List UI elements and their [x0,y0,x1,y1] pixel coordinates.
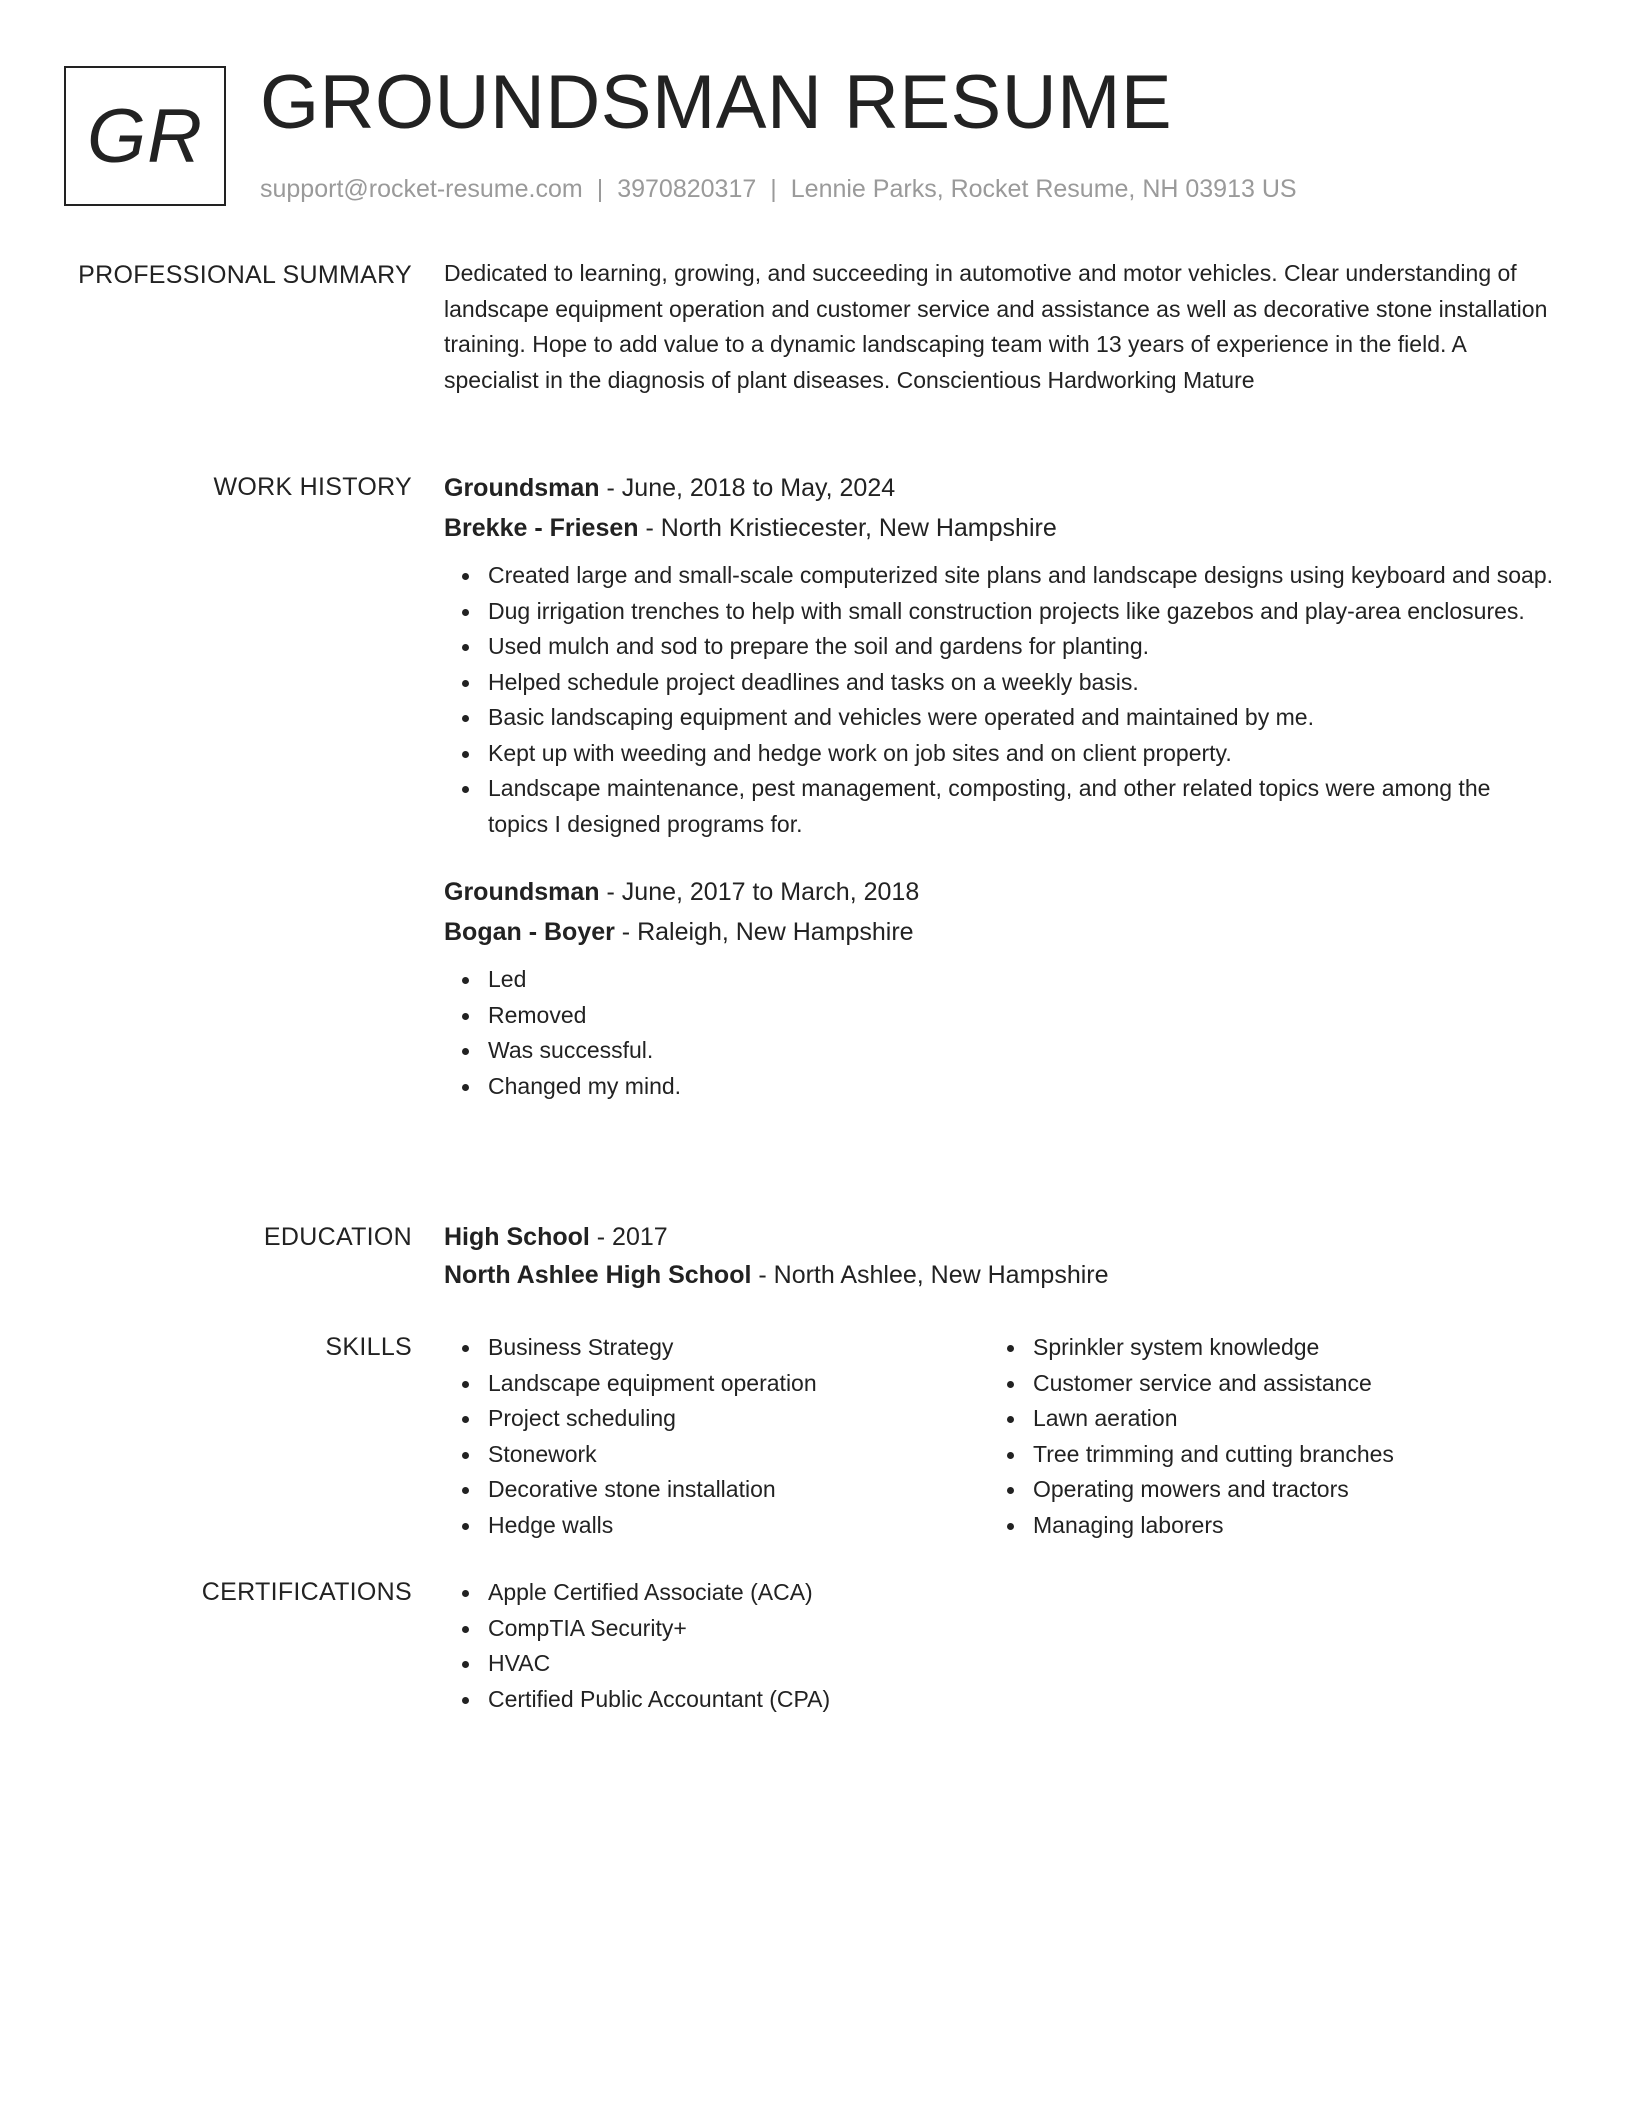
job-company-line [444,912,1556,952]
list-item: Lawn aeration [1033,1401,1534,1437]
summary-text: Dedicated to learning, growing, and succeeding in automotive and motor vehicles. Clear understanding of landscape equipment operation and customer service and assistance as well as decorative stone installation training. Hope to add value to a dynamic landscaping team with 13 years of experience in the field. A specialist in the diagnosis of plant diseases. Conscientious Hardworking Mature [444,260,1548,393]
job-dates: - June, 2018 to May, 2024 [599,474,896,502]
list-item: Customer service and assistance [1033,1366,1534,1402]
list-item: Removed [488,998,1556,1034]
list-item: Landscape maintenance, pest management, composting, and other related topics were among the topics I designed programs for. [488,771,1556,842]
skills-body [444,1330,1556,1543]
summary-heading: PROFESSIONAL SUMMARY [78,261,412,289]
list-item: Landscape equipment operation [488,1366,989,1402]
job-title-line [444,872,1556,912]
contact-line [260,172,1297,206]
list-item: Hedge walls [488,1508,989,1544]
contact-phone: 3970820317 [617,175,757,203]
job-company: Bogan - Boyer [444,918,615,946]
list-item: Operating mowers and tractors [1033,1472,1534,1508]
monogram-box [64,66,226,206]
list-item: Helped schedule project deadlines and tasks on a weekly basis. [488,665,1556,701]
job-entry [444,872,1556,1104]
job-company: Brekke - Friesen [444,514,639,542]
list-item: Led [488,962,1556,998]
job-location: - Raleigh, New Hampshire [614,918,914,946]
job-company-line [444,508,1556,548]
contact-email: support@rocket-resume.com [260,175,583,203]
summary-body [444,256,1556,398]
work-history-body [444,468,1556,1104]
education-degree-line [444,1218,1556,1256]
monogram-initials: GR [87,93,203,179]
list-item: Created large and small-scale computerized site plans and landscape designs using keyboard and soap. [488,558,1556,594]
list-item: Tree trimming and cutting branches [1033,1437,1534,1473]
education-location: - North Ashlee, New Hampshire [751,1261,1109,1289]
job-dates: - June, 2017 to March, 2018 [599,878,920,906]
contact-separator: | [596,175,604,203]
job-bullet-list [444,558,1556,842]
list-item: Business Strategy [488,1330,989,1366]
list-item: Basic landscaping equipment and vehicles were operated and maintained by me. [488,700,1556,736]
list-item: Was successful. [488,1033,1556,1069]
list-item: Apple Certified Associate (ACA) [488,1575,1556,1611]
certifications-list [444,1575,1556,1717]
list-item: Kept up with weeding and hedge work on job sites and on client property. [488,736,1556,772]
list-item: Managing laborers [1033,1508,1534,1544]
education-body [444,1218,1556,1294]
contact-separator: | [770,175,777,203]
certifications-body [444,1575,1556,1717]
job-location: - North Kristiecester, New Hampshire [638,514,1057,542]
contact-address: Lennie Parks, Rocket Resume, NH 03913 US [790,175,1297,203]
list-item: Certified Public Accountant (CPA) [488,1682,1556,1718]
skills-column-left [444,1330,989,1543]
job-title-line [444,468,1556,508]
job-title: Groundsman [444,474,600,502]
list-item: Dug irrigation trenches to help with small construction projects like gazebos and play-area enclosures. [488,594,1556,630]
resume-title: GROUNDSMAN RESUME [260,60,1173,145]
list-item: Changed my mind. [488,1069,1556,1105]
education-heading: EDUCATION [263,1223,412,1251]
job-bullet-list [444,962,1556,1104]
list-item: Sprinkler system knowledge [1033,1330,1534,1366]
education-school-line [444,1256,1556,1294]
education-school: North Ashlee High School [444,1261,752,1289]
work-history-heading: WORK HISTORY [213,473,412,501]
job-entry [444,468,1556,842]
education-year: - 2017 [589,1223,668,1251]
skills-heading: SKILLS [325,1333,412,1361]
skills-list-left [444,1330,989,1543]
list-item: Project scheduling [488,1401,989,1437]
education-degree: High School [444,1223,590,1251]
list-item: Stonework [488,1437,989,1473]
list-item: HVAC [488,1646,1556,1682]
list-item: CompTIA Security+ [488,1611,1556,1647]
skills-column-right [989,1330,1534,1543]
skills-grid [444,1330,1556,1543]
list-item: Decorative stone installation [488,1472,989,1508]
certifications-heading: CERTIFICATIONS [201,1578,412,1606]
list-item: Used mulch and sod to prepare the soil and gardens for planting. [488,629,1556,665]
skills-list-right [989,1330,1534,1543]
job-title: Groundsman [444,878,600,906]
